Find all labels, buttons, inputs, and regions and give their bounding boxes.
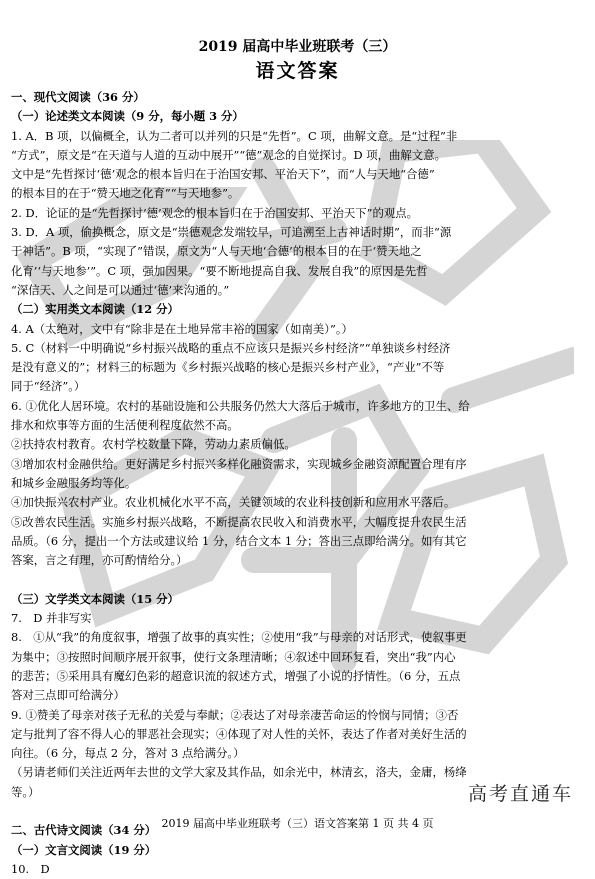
section-heading: 一、现代文阅读（36 分） (11, 90, 145, 104)
section-heading: （三）文学类文本阅读（15 分） (11, 591, 179, 606)
answer-line: ④加快振兴农村产业。农业机械化水平不高，关键领域的农业科技创新和应用水平落后。 (11, 495, 456, 510)
answer-line: 3. D．A 项，偷换概念，原文是“崇德观念发端较早，可追溯至上古神话时期”，而非“源 (11, 225, 452, 240)
answer-body (11, 88, 584, 879)
answer-line: 定与批判了容不得人心的罪恶社会现实；④体现了对人性的关怀，表达了作者对美好生活的 (11, 726, 467, 741)
answer-line: ⑤改善农民生活。实施乡村振兴战略，不断提高农民收入和消费水平，大幅度提升农民生活 (11, 514, 467, 529)
answer-line: 为集中；③按照时间顺序展开叙事，使行文条理清晰；④叙述中回环复看，突出“我”内心 (11, 649, 456, 664)
section-heading: （二）实用类文本阅读（12 分） (11, 302, 179, 317)
answer-line: 7. D 并非写实 (11, 611, 92, 626)
answer-line: 向往。（6 分，每点 2 分，答对 3 点给满分。） (11, 746, 245, 761)
answer-line: 2. D．论证的是“先哲探讨‘德’观念的根本旨归在于治国安邦、平治天下”的观点。 (11, 205, 419, 220)
answer-line: （另请老师们关注近两年去世的文学大家及其作品，如余光中，林清玄，洛夫，金庸，杨绛 (11, 765, 467, 780)
answer-line: 5. C（材料一中明确说“乡村振兴战略的重点不应该只是振兴乡村经济”“单独谈乡村经济 (11, 340, 451, 355)
blank-line (11, 570, 584, 589)
section-heading: （一）论述类文本阅读（9 分，每小题 3 分） (11, 109, 244, 124)
answer-line: 和城乡金融服务均等化。 (11, 475, 137, 490)
page-title: 语文答案 (255, 60, 340, 82)
answer-line: 排水和炊事等方面的生活便利程度依然不高。 (11, 418, 239, 433)
answer-line: 答案，言之有理，亦可酌情给分。） (11, 553, 188, 568)
page-footer: 2019 届高中毕业班联考（三）语文答案第 1 页 共 4 页 (161, 817, 434, 830)
answer-line: 1. A．B 项，以偏概全，认为二者可以并列的只是“先哲”。C 项，曲解文意。是“过程”非 (11, 128, 458, 143)
watermark-text: 高考直通车 (467, 783, 573, 805)
answer-line: 文中是“先哲探讨‘德’观念的根本旨归在于治国安邦、平治天下”，而“人与天地“合德” (11, 167, 435, 182)
answer-line: 是没有意义的”；材料三的标题为《乡村振兴战略的核心是振兴乡村产业》，“产业”不等 (11, 360, 445, 375)
answer-line: 的根本目的在于“赞天地之化育”“与天地参”。 (11, 186, 240, 201)
section-heading: （一）文言文阅读（19 分） (11, 842, 157, 857)
answer-line: 6. ①优化人居环境。农村的基础设施和公共服务仍然大大落后于城市，许多地方的卫生、给 (11, 398, 470, 413)
answer-line: 10. D (11, 861, 50, 876)
answer-line: “深信天、人之间是可以通过‘德’来沟通的。” (11, 282, 230, 297)
answer-line: ②扶持农村教育。农村学校数量下降，劳动力素质偏低。 (11, 437, 296, 452)
answer-line: 同于“经济”。） (11, 379, 86, 394)
answer-line: 的悲苦；⑤采用具有魔幻色彩的超意识流的叙述方式，增强了小说的抒情性。（6 分，五点 (11, 668, 461, 683)
answer-line: 于神话”。B 项，“实现了”错误，原文为“人与天地‘合德’的根本目的在于‘赞天地之 (11, 244, 422, 259)
answer-line: 8. ①从“我”的角度叙事，增强了故事的真实性；②使用“我”与母亲的对话形式，使叙事更 (11, 630, 467, 645)
answer-line: 等。） (11, 784, 40, 799)
answer-line: 品质。（6 分，提出一个方法或建议给 1 分，结合文本 1 分；答出三点即给满分。如有其它 (11, 533, 467, 548)
answer-line: ③增加农村金融供给。更好满足乡村振兴多样化融资需求，实现城乡金融资源配置合理有序 (11, 456, 467, 471)
answer-line: 化育’‘与天地参’”。C 项，强加因果。“要不断地提高自我、发展自我”的原因是先哲 (11, 263, 428, 278)
answer-line: 9. ①赞美了母亲对孩子无私的关爱与奉献；②表达了对母亲凄苦命运的怜悯与同情；③否 (11, 707, 459, 722)
exam-title: 2019 届高中毕业班联考（三） (198, 39, 397, 55)
answer-line: 答对三点即可给满分） (11, 688, 125, 703)
section-heading: 二、古代诗文阅读（34 分） (11, 823, 157, 838)
answer-line: “方式”，原文是“在天道与人道的互动中展开”“德”观念的自觉探讨。D 项，曲解文意。 (11, 147, 446, 162)
answer-line: 4. A（太绝对，文中有“除非是在土地异常丰裕的国家（如南美）”。） (11, 321, 353, 336)
